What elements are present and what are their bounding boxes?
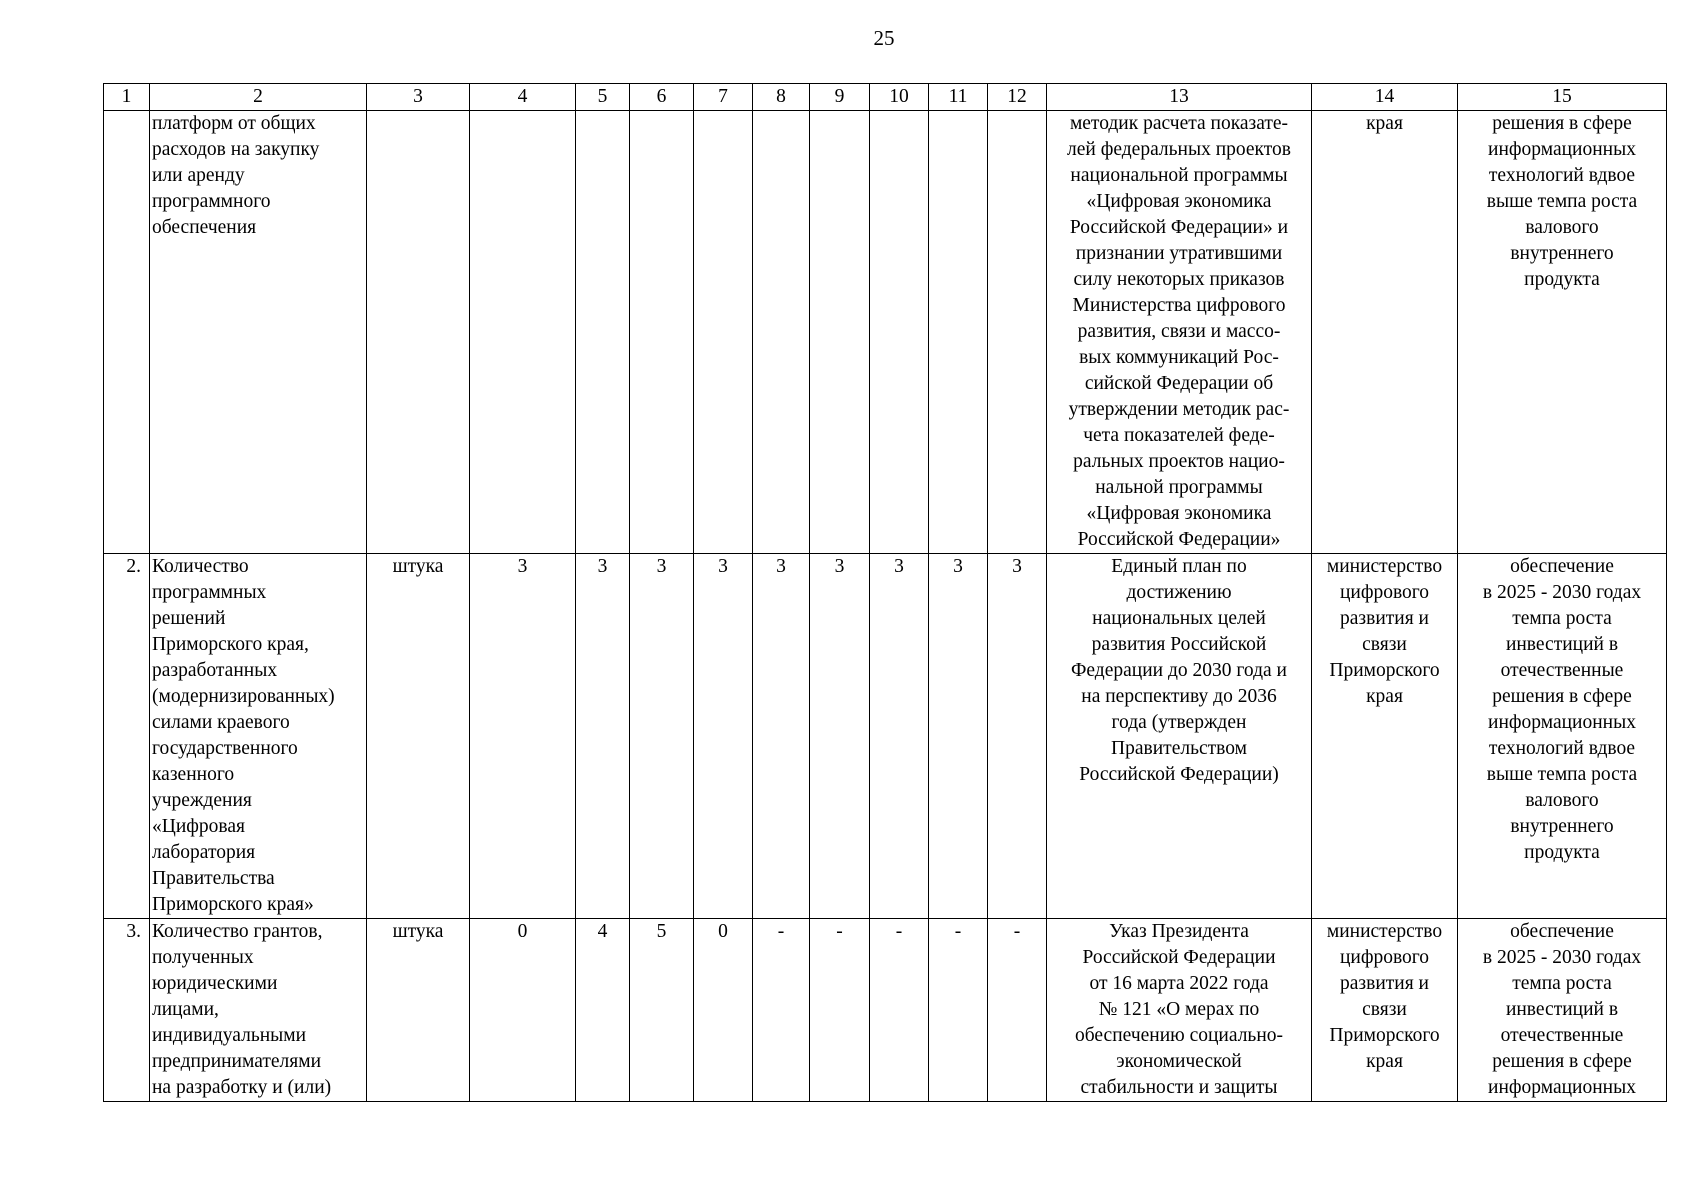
column-number: 1 [104,84,150,111]
column-number: 5 [576,84,630,111]
indicator-value: 3 [929,554,988,919]
indicator-value: 3 [810,554,870,919]
indicator-value: 3 [630,554,694,919]
indicator-value: - [870,919,929,1102]
indicator-value: - [929,919,988,1102]
column-number: 14 [1312,84,1458,111]
column-number: 15 [1458,84,1667,111]
indicator-value [988,111,1047,554]
responsible-body: края [1312,111,1458,554]
indicator-value [576,111,630,554]
column-number: 3 [367,84,470,111]
indicator-value [470,111,576,554]
indicator-value [870,111,929,554]
row-number: 3. [104,919,150,1102]
indicator-value [630,111,694,554]
column-number: 7 [694,84,753,111]
indicator-value: - [988,919,1047,1102]
indicator-value: 0 [694,919,753,1102]
national-goal: обеспечение в 2025 - 2030 годах темпа роста инвестиций в отечественные решения в сфере информационных технологий вдвое выше темпа роста валового внутреннего продукта [1458,554,1667,919]
table-row [104,554,1667,919]
indicator-value [929,111,988,554]
page-number: 25 [873,26,895,50]
responsible-body: министерство цифрового развития и связи Приморского края [1312,919,1458,1102]
table-row [104,111,1667,554]
column-number: 12 [988,84,1047,111]
indicator-name: платформ от общих расходов на закупку или аренду программного обеспечения [150,111,367,554]
indicator-value [810,111,870,554]
indicator-name: Количество программных решений Приморского края, разработанных (модернизированных) силами краевого государственного казенного учреждения «Цифровая лаборатория Правительства Приморского края» [150,554,367,919]
indicator-value: 3 [576,554,630,919]
row-number: 2. [104,554,150,919]
column-number: 4 [470,84,576,111]
national-goal: обеспечение в 2025 - 2030 годах темпа роста инвестиций в отечественные решения в сфере информационных [1458,919,1667,1102]
unit-of-measure: штука [367,554,470,919]
column-number-row [104,84,1667,111]
indicator-value: 0 [470,919,576,1102]
column-number: 11 [929,84,988,111]
indicator-value: 3 [753,554,810,919]
row-number [104,111,150,554]
indicator-value: 3 [470,554,576,919]
column-number: 13 [1047,84,1312,111]
indicator-name: Количество грантов, полученных юридическими лицами, индивидуальными предпринимателями на разработку и (или) [150,919,367,1102]
basis-document: Указ Президента Российской Федерации от 16 марта 2022 года № 121 «О мерах по обеспечению социально- экономической стабильности и защиты [1047,919,1312,1102]
indicator-value: 4 [576,919,630,1102]
indicator-value [753,111,810,554]
basis-document: методик расчета показате- лей федеральных проектов национальной программы «Цифровая экономика Российской Федерации» и признании утратившими силу некоторых приказов Министерства цифрового развития, связи и массо- вых коммуникаций Рос- сийской Федерации об утверждении методик рас- чета показателей феде- ральных проектов нацио- нальной программы «Цифровая экономика Российской Федерации» [1047,111,1312,554]
indicator-value: 3 [870,554,929,919]
indicator-value: 3 [988,554,1047,919]
indicators-table [103,83,1667,1102]
column-number: 6 [630,84,694,111]
indicator-value: - [810,919,870,1102]
indicator-value [694,111,753,554]
column-number: 8 [753,84,810,111]
column-number: 2 [150,84,367,111]
indicator-value: 3 [694,554,753,919]
national-goal: решения в сфере информационных технологий вдвое выше темпа роста валового внутреннего продукта [1458,111,1667,554]
indicator-value: - [753,919,810,1102]
table-row [104,919,1667,1102]
basis-document: Единый план по достижению национальных целей развития Российской Федерации до 2030 года и на перспективу до 2036 года (утвержден Правительством Российской Федерации) [1047,554,1312,919]
column-number: 9 [810,84,870,111]
unit-of-measure: штука [367,919,470,1102]
responsible-body: министерство цифрового развития и связи Приморского края [1312,554,1458,919]
indicator-value: 5 [630,919,694,1102]
column-number: 10 [870,84,929,111]
unit-of-measure [367,111,470,554]
